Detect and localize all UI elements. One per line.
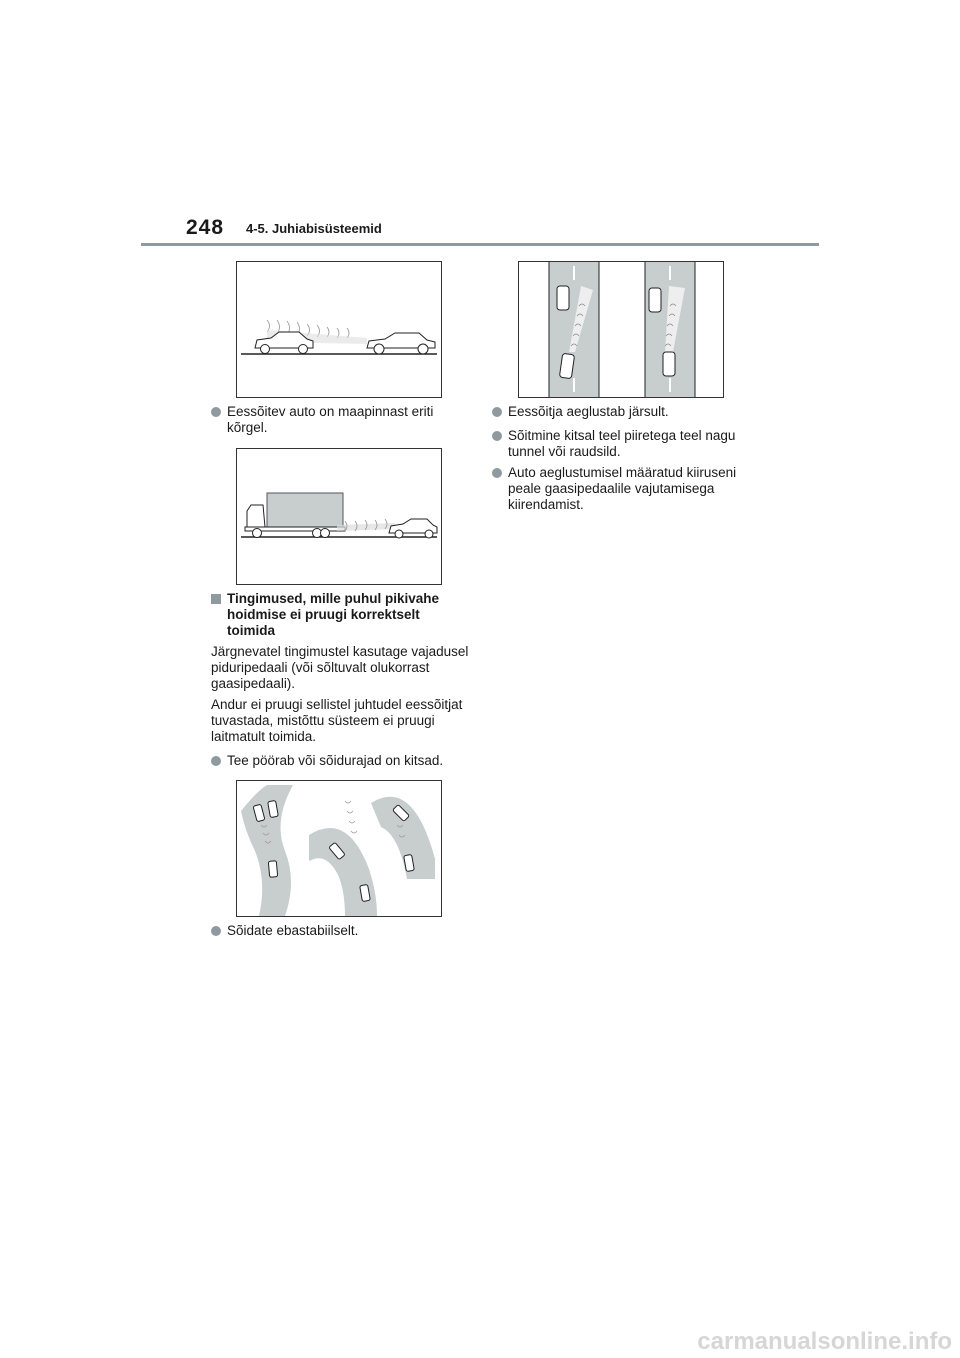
bullet-dot-icon <box>211 407 221 417</box>
bullet-sudden-deceleration <box>492 404 762 420</box>
bullet-text: Eessõitja aeglustab järsult. <box>508 404 669 419</box>
bullet-text: Eessõitev auto on maapinnast eriti kõrgel. <box>227 404 434 435</box>
bullet-high-vehicle <box>211 404 466 436</box>
bullet-dot-icon <box>211 756 221 766</box>
bullet-curved-road <box>211 753 469 769</box>
bullet-dot-icon <box>211 926 221 936</box>
bullet-text: Sõitmine kitsal teel piiretega teel nagu tunnel või raudsild. <box>508 428 736 459</box>
bullet-text: Auto aeglustumisel määratud kiiruseni peale gaasipedaalile vajutamisega kiirendamist. <box>508 465 737 512</box>
figure-truck <box>236 448 442 585</box>
figure-high-vehicle <box>236 261 442 398</box>
heading-text: Tingimused, mille puhul pikivahe hoidmise ei pruugi korrektselt toimida <box>227 591 440 638</box>
figure-curved-roads <box>236 780 442 917</box>
watermark: carmanualsonline.info <box>697 1328 952 1355</box>
conditions-heading <box>211 591 469 639</box>
bullet-dot-icon <box>492 468 502 478</box>
header-divider <box>141 243 819 246</box>
paragraph-pedal-advice: Järgnevatel tingimustel kasutage vajadusel piduripedaali (või sõltuvalt olukorrast gaasipedaali). <box>211 644 469 691</box>
figure-straight-roads <box>518 261 724 398</box>
bullet-unstable-driving <box>211 923 469 939</box>
bullet-narrow-tunnel <box>492 428 762 460</box>
bullet-dot-icon <box>492 431 502 441</box>
bullet-dot-icon <box>492 407 502 417</box>
bullet-accelerating <box>492 465 762 513</box>
page-number: 248 <box>186 216 225 239</box>
section-title: 4-5. Juhiabisüsteemid <box>246 221 382 236</box>
paragraph-sensor-limitation: Andur ei pruugi sellistel juhtudel eessõitjat tuvastada, mistõttu süsteem ei pruugi laitmatult toimida. <box>211 697 463 744</box>
bullet-text: Sõidate ebastabiilselt. <box>227 923 359 938</box>
heading-square-icon <box>211 594 221 604</box>
bullet-text: Tee pöörab või sõidurajad on kitsad. <box>227 753 444 768</box>
